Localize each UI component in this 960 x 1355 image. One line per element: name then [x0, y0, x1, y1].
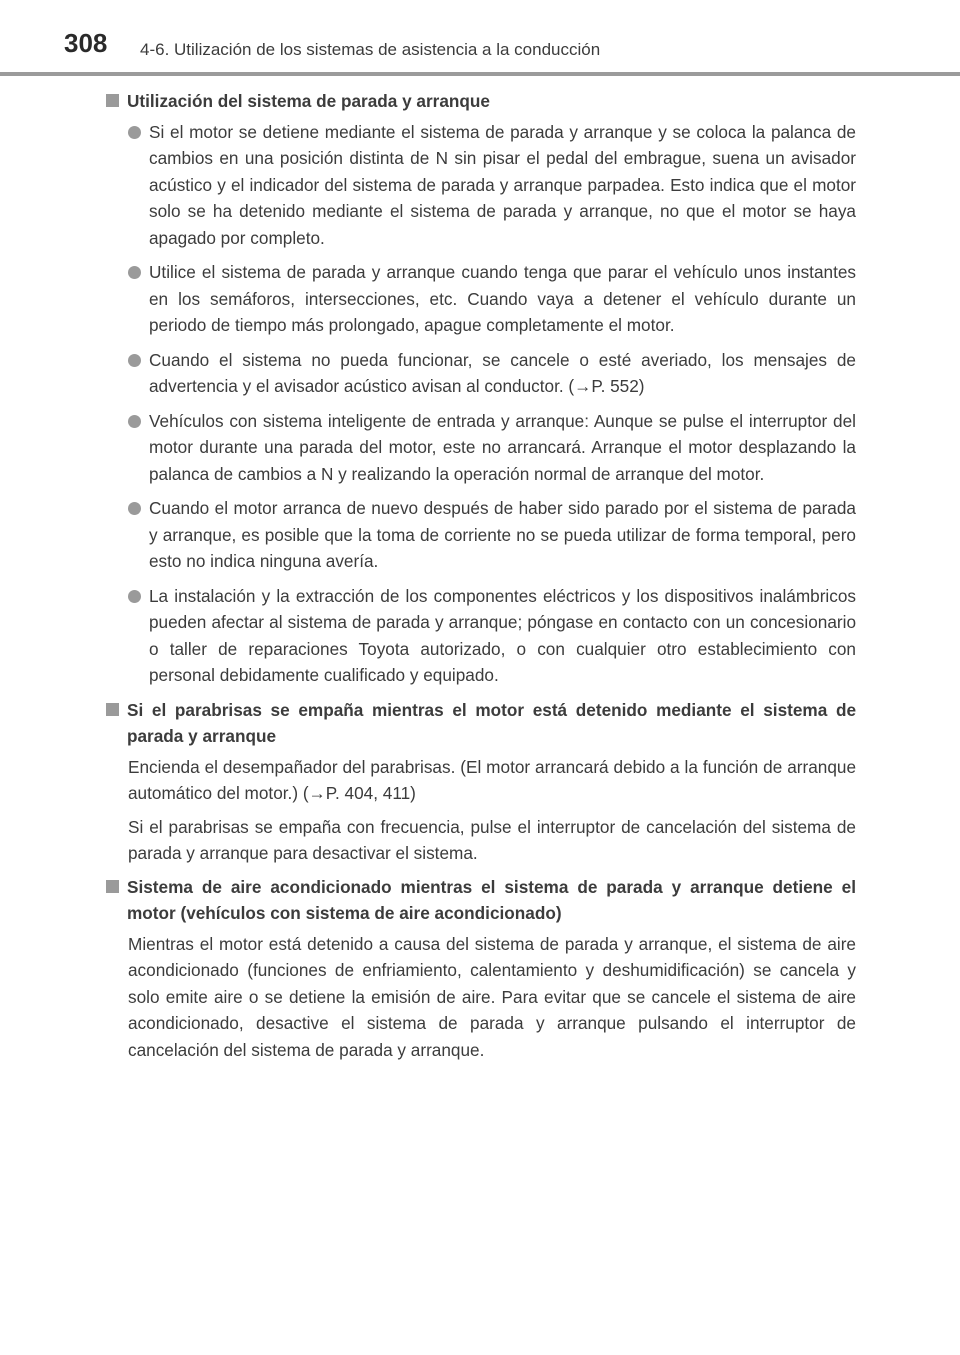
list-item: [128, 583, 856, 689]
page-content: [106, 88, 856, 1070]
circle-bullet-icon: [128, 590, 141, 603]
list-item-text: Utilice el sistema de parada y arranque cuando tenga que parar el vehículo unos instantes en los semáforos, intersecciones, etc. Cuando vaya a detener el vehículo durante un periodo de tiempo más prolongado, apague completamente el motor.: [149, 262, 856, 335]
section-air-conditioning: [106, 874, 856, 1064]
section-heading-text: Si el parabrisas se empaña mientras el motor está detenido mediante el sistema de parada y arranque: [127, 699, 856, 746]
list-item: [128, 495, 856, 575]
page-header: [0, 0, 960, 78]
page-number: 308: [64, 28, 108, 58]
paragraph: Si el parabrisas se empaña con frecuencia, pulse el interruptor de cancelación del sistema de parada y arranque para desactivar el sistema.: [128, 816, 856, 863]
list-item-text: Vehículos con sistema inteligente de entrada y arranque: Aunque se pulse el interruptor del motor durante una parada del motor, este no arrancará. Arranque el motor desplazando la palanca de cambios a N y realizando la operación normal de arranque del motor.: [149, 410, 856, 484]
list-item-text: Cuando el sistema no pueda funcionar, se cancele o esté averiado, los mensajes de advertencia y el avisador acústico avisan al conductor. (→P. 552): [149, 349, 856, 396]
square-bullet-icon: [106, 703, 119, 716]
paragraph: Mientras el motor está detenido a causa del sistema de parada y arranque, el sistema de aire acondicionado (funciones de enfriamiento, calentamiento y deshumidificación) se cancela y solo emite aire o se detiene la emisión de aire. Para evitar que se cancele el sistema de aire acondicionado, desactive el sistema de parada y arranque pulsando el interruptor de cancelación del sistema de parada y arranque.: [128, 933, 856, 1060]
circle-bullet-icon: [128, 266, 141, 279]
circle-bullet-icon: [128, 354, 141, 367]
section-heading-text: Sistema de aire acondicionado mientras el sistema de parada y arranque detiene el motor (vehículos con sistema de aire acondicionado): [127, 876, 856, 923]
bullet-list: [106, 119, 856, 689]
circle-bullet-icon: [128, 126, 141, 139]
chapter-title: 4-6. Utilización de los sistemas de asistencia a la conducción: [140, 40, 601, 59]
square-bullet-icon: [106, 94, 119, 107]
section-windshield-fog: [106, 697, 856, 867]
section-heading: [106, 697, 856, 750]
section-stop-start-usage: [106, 88, 856, 689]
section-heading: [106, 88, 856, 115]
header-divider: [0, 72, 960, 76]
list-item: [128, 408, 856, 488]
list-item: [128, 259, 856, 339]
list-item: [128, 119, 856, 252]
list-item-text: La instalación y la extracción de los componentes eléctricos y los dispositivos inalámbricos pueden afectar al sistema de parada y arranque; póngase en contacto con un concesionario o taller de reparaciones Toyota autorizado, o con cualquier otro establecimiento con personal debidamente cualificado y equipado.: [149, 585, 856, 685]
list-item-text: Si el motor se detiene mediante el sistema de parada y arranque y se coloca la palanca de cambios en una posición distinta de N sin pisar el pedal del embrague, suena un avisador acústico y el indicador del sistema de parada y arranque parpadea. Esto indica que el motor solo se ha detenido mediante el sistema de parada y arranque, no que el motor se haya apagado por completo.: [149, 121, 856, 248]
paragraph: Encienda el desempañador del parabrisas. (El motor arrancará debido a la función de arranque automático del motor.) (→P. 404, 411): [128, 756, 856, 803]
list-item: [128, 347, 856, 400]
square-bullet-icon: [106, 880, 119, 893]
section-heading: [106, 874, 856, 927]
circle-bullet-icon: [128, 502, 141, 515]
list-item-text: Cuando el motor arranca de nuevo después de haber sido parado por el sistema de parada y arranque, es posible que la toma de corriente no se pueda utilizar de forma temporal, pero esto no indica ninguna avería.: [149, 498, 856, 571]
circle-bullet-icon: [128, 415, 141, 428]
section-heading-text: Utilización del sistema de parada y arranque: [127, 91, 490, 111]
